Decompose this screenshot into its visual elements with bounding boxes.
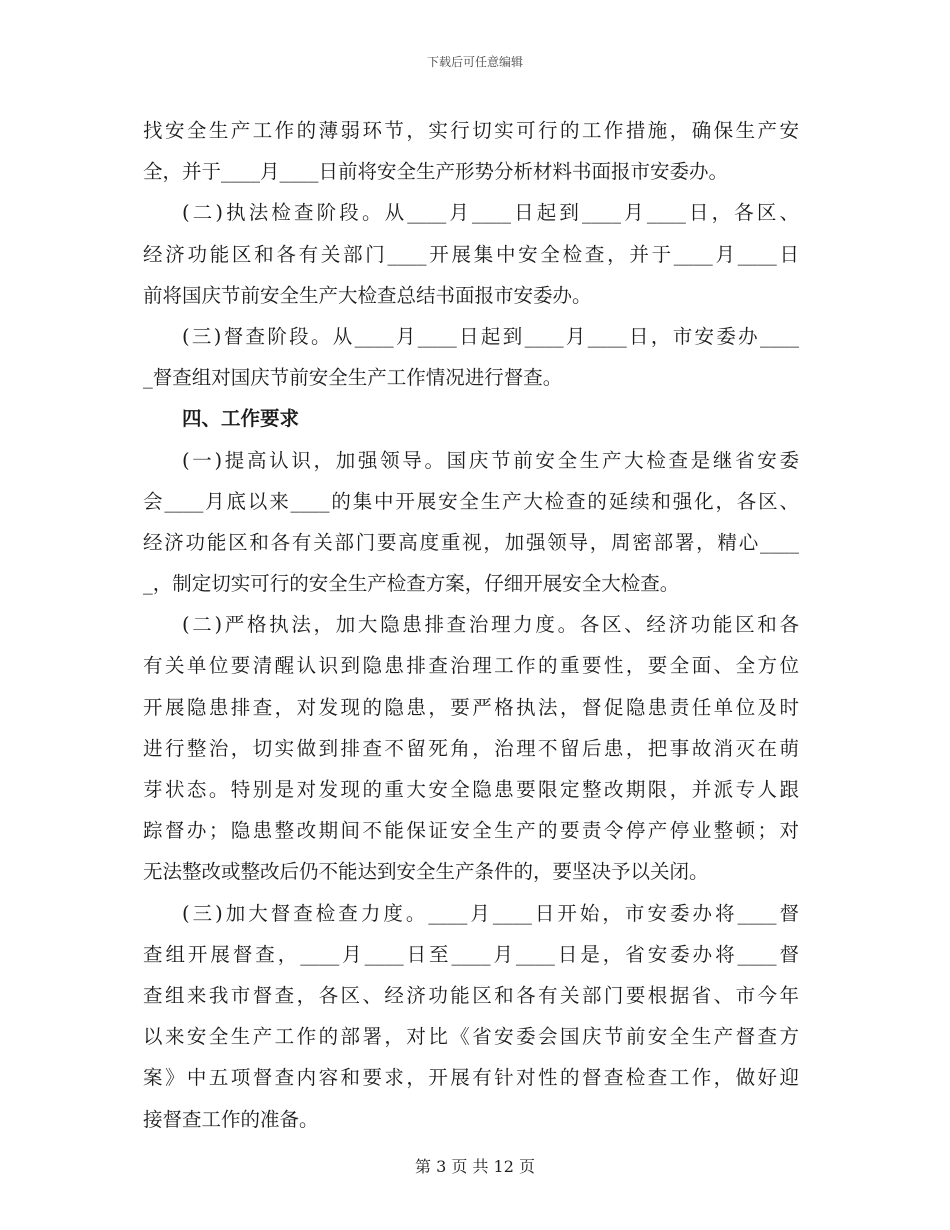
text-line: (三)加大督查检查力度。____月____日开始，市安委办将____督 xyxy=(182,901,799,925)
text-line: (二)执法检查阶段。从____月____日起到____月____日，各区、 xyxy=(182,201,799,225)
text-line: _，制定切实可行的安全生产检查方案，仔细开展安全大检查。 xyxy=(143,572,680,596)
document-body xyxy=(143,110,799,1140)
page-header: 下载后可任意编辑 xyxy=(426,55,523,69)
section-heading: 四、工作要求 xyxy=(182,407,300,431)
text-line: 前将国庆节前安全生产大检查总结书面报市安委办。 xyxy=(143,283,592,307)
text-line: 经济功能区和各有关部门要高度重视，加强领导，周密部署，精心____ xyxy=(143,530,799,554)
page-number: 第 3 页 共 12 页 xyxy=(415,1157,535,1176)
text-line: 踪督办；隐患整改期间不能保证安全生产的要责令停产停业整顿；对 xyxy=(143,819,799,843)
text-line: 进行整治，切实做到排查不留死角，治理不留后患，把事故消灭在萌 xyxy=(143,736,799,760)
text-line: 接督查工作的准备。 xyxy=(143,1107,319,1131)
text-line: 开展隐患排查，对发现的隐患，要严格执法，督促隐患责任单位及时 xyxy=(143,695,799,719)
text-line: (三)督查阶段。从____月____日起到____月____日，市安委办____ xyxy=(182,324,799,348)
text-line: 无法整改或整改后仍不能达到安全生产条件的，要坚决予以关闭。 xyxy=(143,860,709,884)
text-line: 全，并于____月____日前将安全生产形势分析材料书面报市安委办。 xyxy=(143,160,729,184)
text-line: 查组开展督查，____月____日至____月____日是，省安委办将____督 xyxy=(143,942,799,966)
text-line: 芽状态。特别是对发现的重大安全隐患要限定整改期限，并派专人跟 xyxy=(143,778,799,801)
text-line: 经济功能区和各有关部门____开展集中安全检查，并于____月____日 xyxy=(143,242,799,266)
text-line: (二)严格执法，加大隐患排查治理力度。各区、经济功能区和各 xyxy=(182,613,799,637)
text-line: 案》中五项督查内容和要求，开展有针对性的督查检查工作，做好迎 xyxy=(143,1066,799,1090)
text-line: 以来安全生产工作的部署，对比《省安委会国庆节前安全生产督查方 xyxy=(143,1025,799,1049)
text-line: 有关单位要清醒认识到隐患排查治理工作的重要性，要全面、全方位 xyxy=(143,654,799,678)
text-line: (一)提高认识，加强领导。国庆节前安全生产大检查是继省安委 xyxy=(182,448,799,472)
text-line: 查组来我市督查，各区、经济功能区和各有关部门要根据省、市今年 xyxy=(143,983,799,1007)
text-line: _督查组对国庆节前安全生产工作情况进行督查。 xyxy=(143,366,563,390)
text-line: 会____月底以来____的集中开展安全生产大检查的延续和强化，各区、 xyxy=(143,489,799,513)
text-line: 找安全生产工作的薄弱环节，实行切实可行的工作措施，确保生产安 xyxy=(143,119,799,142)
